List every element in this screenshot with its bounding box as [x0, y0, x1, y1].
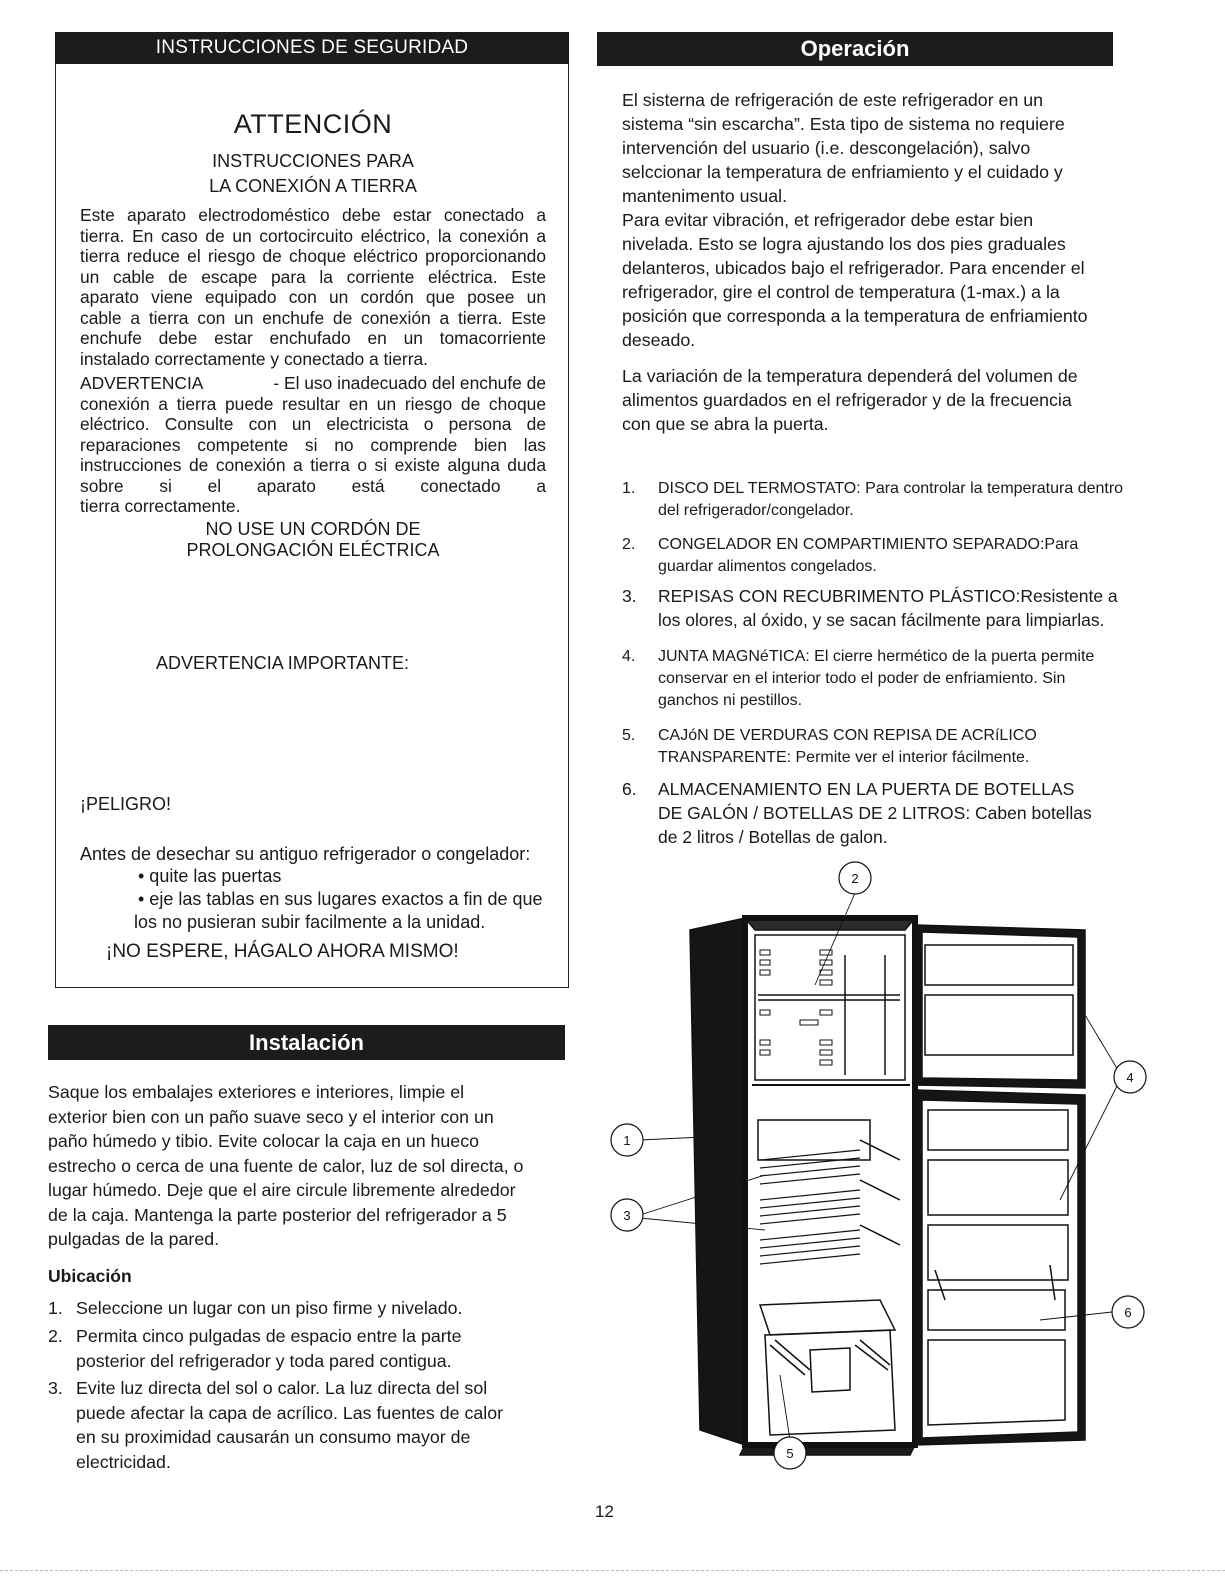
text-line: delanteros, ubicados bajo el refrigerador. Para encender el	[622, 258, 1085, 278]
feature-line: conservar en el interior todo el poder de enfriamiento. Sin	[658, 670, 1066, 687]
text-line: pulgadas de la pared.	[48, 1229, 220, 1249]
feature-number: 5.	[622, 727, 636, 744]
text-line: selccionar la temperatura de enfriamiento y el cuidado y	[622, 162, 1063, 182]
feature-line: CONGELADOR EN COMPARTIMIENTO SEPARADO:Para	[658, 536, 1079, 553]
safety-header: INSTRUCCIONES DE SEGURIDAD	[55, 32, 569, 64]
text-line: lugar húmedo. Deje que el aire circule libremente alrededor	[48, 1180, 516, 1200]
text-line: deseado.	[622, 330, 696, 350]
text-line: de la caja. Mantenga la parte posterior del refrigerador a 5	[48, 1204, 507, 1225]
safety-instructions-box	[55, 32, 569, 988]
text-line: intervención del usuario (i.e. descongelación), salvo	[622, 138, 1031, 158]
feature-line: DE GALÓN / BOTELLAS DE 2 LITROS: Caben botellas	[658, 803, 1092, 823]
feature-item-4	[622, 646, 1162, 712]
location-title: Ubicación	[48, 1266, 132, 1286]
feature-line: guardar alimentos congelados.	[658, 558, 877, 575]
feature-line: DISCO DEL TERMOSTATO: Para controlar la temperatura dentro	[658, 480, 1124, 497]
location-number: 1.	[48, 1298, 63, 1318]
text-line: paño húmedo y tibio. Evite colocar la caja en un hueco	[48, 1131, 479, 1151]
location-number: 2.	[48, 1326, 63, 1346]
callout-label-6: 6	[1124, 1305, 1132, 1320]
danger-label: ¡PELIGRO!	[80, 794, 172, 814]
callout-label-1: 1	[623, 1133, 631, 1148]
text-line: enchufe debe estar enchufado en un tomacorriente	[80, 328, 546, 348]
grounding-text	[80, 205, 546, 369]
bottom-divider	[0, 1570, 1225, 1571]
feature-line: JUNTA MAGNéTICA: El cierre hermético de la puerta permite	[658, 648, 1095, 665]
location-line: posterior del refrigerador y toda pared contigua.	[76, 1350, 452, 1371]
warning-text	[80, 373, 546, 517]
location-item-1	[48, 1296, 568, 1321]
feature-item-3	[622, 584, 1162, 632]
text-line: Este aparato electrodoméstico debe estar conectado a	[80, 205, 546, 225]
text-line: reparaciones competente si no comprende bien las	[80, 434, 546, 455]
operation-paragraph-2	[622, 364, 1152, 436]
warning-first: - El uso inadecuado del enchufe de	[273, 373, 546, 393]
text-line: tierra correctamente.	[80, 496, 241, 516]
text-line: aparato viene equipado con un cordón que posee un	[80, 287, 546, 307]
callout-label-2: 2	[851, 871, 859, 886]
dispose-item-cont: los no pusieran subir facilmente a la unidad.	[134, 912, 486, 932]
feature-number: 6.	[622, 779, 637, 799]
feature-line: CAJóN DE VERDURAS CON REPISA DE ACRíLICO	[658, 727, 1037, 744]
text-line: tierra reduce el riesgo de choque eléctrico proporcionando	[80, 246, 546, 266]
operation-header: Operación	[597, 32, 1113, 66]
text-line: sistema “sin escarcha”. Esta tipo de sistema no requiere	[622, 114, 1065, 134]
location-line: en su proximidad causarán un consumo mayor de	[76, 1427, 471, 1447]
callout-label-3: 3	[623, 1208, 631, 1223]
text-line: sobre si el aparato está conectado a	[80, 475, 546, 496]
text-line: tierra. En caso de un cortocircuito eléctrico, la conexión a	[80, 225, 546, 246]
dispose-intro: Antes de desechar su antiguo refrigerador o congelador:	[80, 844, 531, 864]
text-line: con que se abra la puerta.	[622, 414, 829, 434]
text-line: eléctrico. Consulte con un electricista o persona de	[80, 414, 546, 434]
text-line: estrecho o cerca de una fuente de calor, luz de sol directa, o	[48, 1155, 524, 1176]
text-line: posición que corresponda a la temperatura de enfriamiento	[622, 306, 1088, 326]
location-number: 3.	[48, 1378, 63, 1398]
text-line: exterior bien con un paño suave seco y el interior con un	[48, 1106, 494, 1127]
text-line: instrucciones de conexión a tierra o si existe alguna duda	[80, 455, 546, 475]
callout-label-5: 5	[786, 1446, 794, 1461]
location-line: puede afectar la capa de acrílico. Las fuentes de calor	[76, 1402, 504, 1423]
feature-number: 2.	[622, 536, 636, 553]
no-extension-line2: PROLONGACIÓN ELÉCTRICA	[186, 540, 440, 560]
feature-item-5	[622, 725, 1162, 769]
grounding-title-line2: LA CONEXIÓN A TIERRA	[209, 176, 417, 196]
location-item-2	[48, 1324, 568, 1373]
warning-label: ADVERTENCIA	[80, 373, 204, 393]
text-line: cable a tierra con un enchufe de conexión a tierra. Este	[80, 307, 546, 328]
operation-paragraph-1	[622, 88, 1152, 352]
location-item-3	[48, 1376, 568, 1474]
dispose-item: • eje las tablas en sus lugares exactos a fin de que	[138, 889, 543, 909]
location-line: electricidad.	[76, 1451, 171, 1472]
text-line: nivelada. Esto se logra ajustando los dos pies graduales	[622, 234, 1066, 254]
feature-item-2	[622, 534, 1162, 578]
dispose-item: • quite las puertas	[138, 866, 282, 886]
feature-line: los olores, al óxido, y se sacan fácilmente para limpiarlas.	[658, 610, 1105, 630]
attention-title: ATTENCIÓN	[233, 109, 393, 139]
grounding-title-line1: INSTRUCCIONES PARA	[212, 151, 414, 171]
installation-header: Instalación	[48, 1025, 565, 1060]
text-line: Para evitar vibración, et refrigerador debe estar bien	[622, 210, 1034, 230]
callout-label-4: 4	[1126, 1070, 1134, 1085]
warning-first-line	[80, 373, 546, 394]
text-line: alimentos guardados en el refrigerador y de la frecuencia	[622, 390, 1072, 410]
location-line: Evite luz directa del sol o calor. La luz directa del sol	[76, 1378, 488, 1398]
text-line: Saque los embalajes exteriores e interiores, limpie el	[48, 1082, 465, 1102]
feature-number: 3.	[622, 586, 637, 606]
feature-number: 1.	[622, 480, 636, 497]
text-line: un cable de escape para la corriente eléctrica. Este	[80, 266, 546, 287]
installation-paragraph	[48, 1080, 588, 1252]
feature-line: ALMACENAMIENTO EN LA PUERTA DE BOTELLAS	[658, 779, 1075, 799]
text-line: conexión a tierra puede resultar en un riesgo de choque	[80, 393, 546, 414]
no-extension-line1: NO USE UN CORDÓN DE	[205, 519, 421, 539]
text-line: instalado correctamente y conectado a tierra.	[80, 348, 428, 369]
location-line: Seleccione un lugar con un piso firme y nivelado.	[76, 1298, 463, 1318]
dont-wait: ¡NO ESPERE, HÁGALO AHORA MISMO!	[106, 941, 459, 962]
feature-line: de 2 litros / Botellas de galon.	[658, 827, 888, 847]
feature-item-6	[622, 777, 1162, 849]
important-warning: ADVERTENCIA IMPORTANTE:	[156, 653, 410, 673]
text-line: refrigerador, gire el control de temperatura (1-max.) a la	[622, 282, 1060, 302]
text-line: El sisterna de refrigeración de este refrigerador en un	[622, 90, 1044, 110]
feature-number: 4.	[622, 648, 636, 665]
location-line: Permita cinco pulgadas de espacio entre la parte	[76, 1326, 462, 1346]
feature-line: TRANSPARENTE: Permite ver el interior fácilmente.	[658, 749, 1030, 766]
page-number: 12	[595, 1502, 614, 1521]
feature-line: REPISAS CON RECUBRIMENTO PLÁSTICO:Resistente a	[658, 586, 1118, 606]
feature-line: ganchos ni pestillos.	[658, 692, 803, 709]
text-line: La variación de la temperatura dependerá del volumen de	[622, 366, 1078, 386]
feature-line: del refrigerador/congelador.	[658, 502, 854, 519]
feature-item-1	[622, 478, 1162, 522]
refrigerator-illustration	[600, 855, 1160, 1475]
text-line: mantenimento usual.	[622, 186, 788, 206]
